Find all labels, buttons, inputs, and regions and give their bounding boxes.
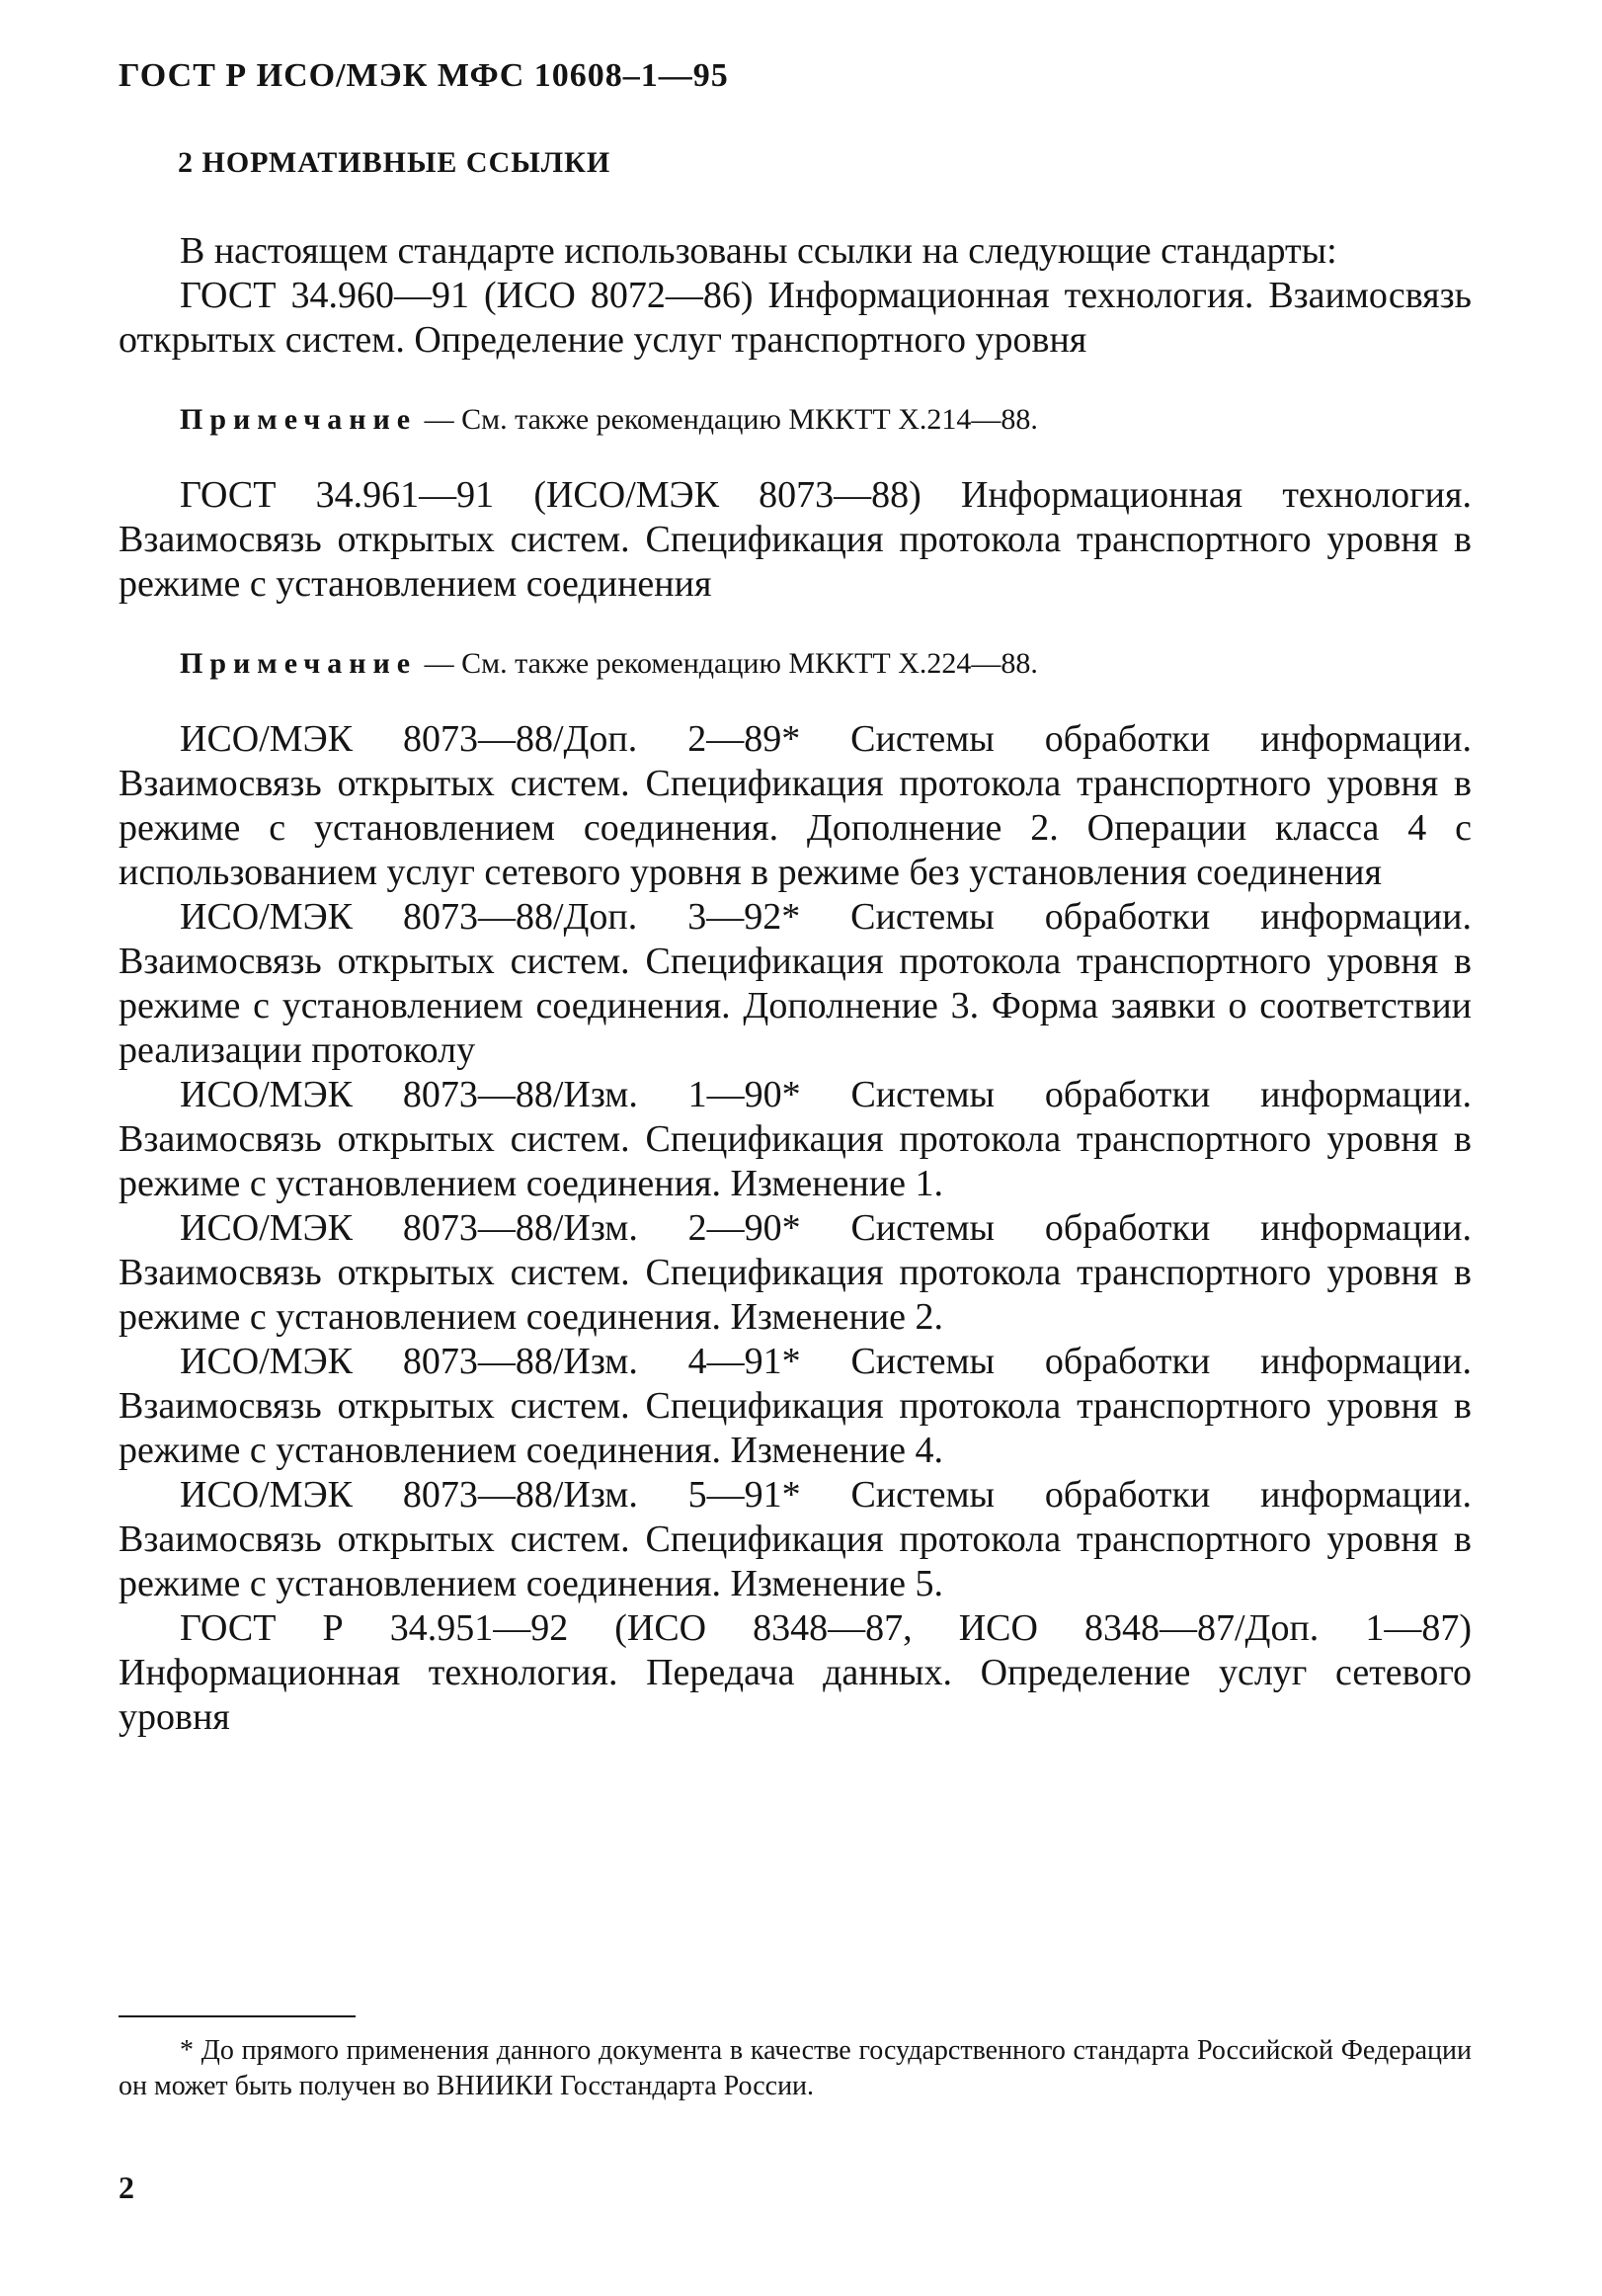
note-text: — См. также рекомендацию МККТТ Х.224—88. [424, 647, 1038, 680]
reference-item: ГОСТ 34.961—91 (ИСО/МЭК 8073—88) Информационная технология. Взаимосвязь открытых систем. Спецификация протокола транспортного уровня в режиме с установлением соединения [119, 474, 1472, 605]
note [119, 644, 1472, 684]
reference-item: ИСО/МЭК 8073—88/Доп. 3—92* Системы обработки информации. Взаимосвязь открытых систем. Спецификация протокола транспортного уровня в режиме с установлением соединения. Дополнение 3. Форма заявки о соответствии реализации протоколу [119, 896, 1472, 1071]
reference-item: ИСО/МЭК 8073—88/Изм. 5—91* Системы обработки информации. Взаимосвязь открытых систем. Спецификация протокола транспортного уровня в режиме с установлением соединения. Изменение 5. [119, 1474, 1472, 1604]
reference-item: ИСО/МЭК 8073—88/Доп. 2—89* Системы обработки информации. Взаимосвязь открытых систем. Спецификация протокола транспортного уровня в режиме с установлением соединения. Дополнение 2. Операции класса 4 с использованием услуг сетевого уровня в режиме без установления соединения [119, 718, 1472, 893]
note-text: — См. также рекомендацию МККТТ Х.214—88. [424, 403, 1038, 436]
reference-item: ИСО/МЭК 8073—88/Изм. 2—90* Системы обработки информации. Взаимосвязь открытых систем. Спецификация протокола транспортного уровня в режиме с установлением соединения. Изменение 2. [119, 1207, 1472, 1338]
intro-paragraph: В настоящем стандарте использованы ссылки на следующие стандарты: [180, 230, 1337, 272]
note-label: Примечание [180, 647, 418, 680]
reference-item: ИСО/МЭК 8073—88/Изм. 4—91* Системы обработки информации. Взаимосвязь открытых систем. Спецификация протокола транспортного уровня в режиме с установлением соединения. Изменение 4. [119, 1341, 1472, 1471]
reference-item: ГОСТ Р 34.951—92 (ИСО 8348—87, ИСО 8348—87/Доп. 1—87) Информационная технология. Передача данных. Определение услуг сетевого уровня [119, 1607, 1472, 1738]
reference-item: ГОСТ 34.960—91 (ИСО 8072—86) Информационная технология. Взаимосвязь открытых систем. Определение услуг транспортного уровня [119, 275, 1472, 361]
note [119, 400, 1472, 440]
reference-item: ИСО/МЭК 8073—88/Изм. 1—90* Системы обработки информации. Взаимосвязь открытых систем. Спецификация протокола транспортного уровня в режиме с установлением соединения. Изменение 1. [119, 1074, 1472, 1204]
section-title: 2 НОРМАТИВНЫЕ ССЫЛКИ [178, 146, 611, 179]
references-body [119, 229, 1472, 1740]
page-number: 2 [119, 2170, 134, 2205]
footnote: * До прямого применения данного документа в качестве государственного стандарта Российской Федерации он может быть получен во ВНИИКИ Госстандарта России. [119, 2035, 1472, 2101]
footnote-divider [119, 2015, 356, 2017]
note-label: Примечание [180, 403, 418, 436]
document-header: ГОСТ Р ИСО/МЭК МФС 10608–1—95 [119, 57, 729, 94]
